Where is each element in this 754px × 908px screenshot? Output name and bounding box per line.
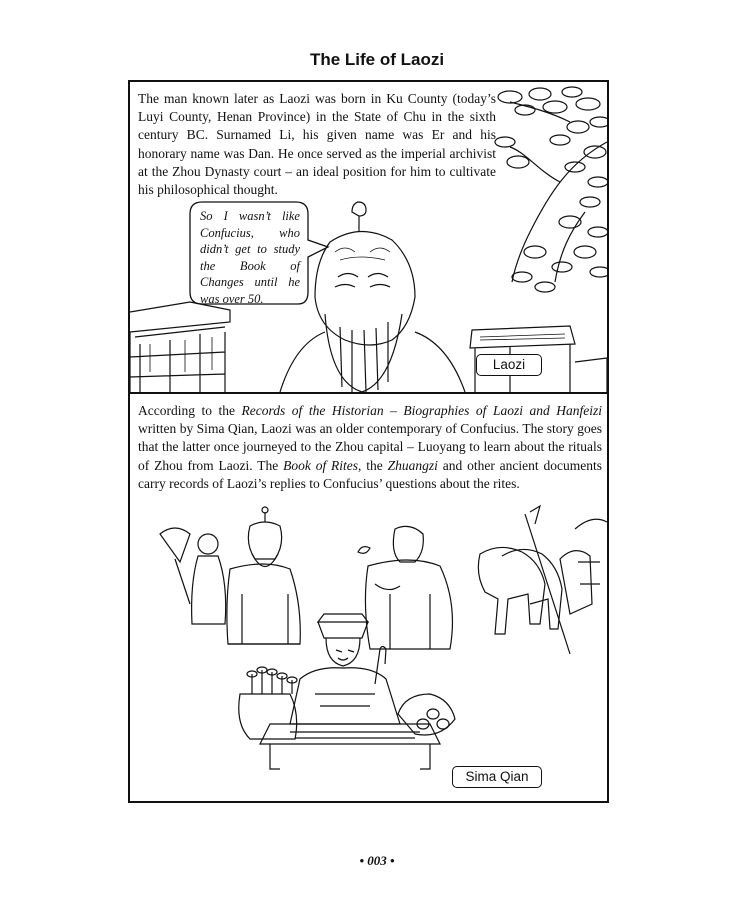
laozi-eyes bbox=[335, 274, 390, 288]
tree-branch bbox=[510, 102, 607, 282]
laozi-beard bbox=[325, 314, 402, 392]
left-building bbox=[130, 302, 230, 392]
horses-and-chariot bbox=[478, 506, 607, 654]
name-tag-laozi: Laozi bbox=[476, 354, 542, 376]
records-text-4: and other ancient documents carry records of Laozi’s replies to Confucius’ questions about the rites. bbox=[138, 457, 602, 491]
name-tag-sima-qian: Sima Qian bbox=[452, 766, 542, 788]
center-figure bbox=[358, 526, 452, 649]
tree-leaves bbox=[495, 87, 607, 292]
page-title: The Life of Laozi bbox=[309, 50, 445, 69]
records-title-italic: Records of the Historian – Biographies of Laozi and Hanfeizi bbox=[241, 403, 602, 418]
sima-qian-figure bbox=[290, 614, 400, 724]
records-text-1: According to the bbox=[138, 403, 242, 418]
sima-qian-illustration bbox=[130, 394, 607, 801]
birth-paragraph: The man known later as Laozi was born in Ku County (today’s Luyi County, Henan Province) in the State of Chu in the sixth century BC. Surnamed Li, his given name was Er and his honorary name was Dan. He once served as the imperial archivist at the Zhou Dynasty court – an ideal position for him to cultivate his philosophical thought. bbox=[138, 91, 496, 198]
records-text-2: written by Sima Qian, Laozi was an older contemporary of Confucius. The story goes that the latter once journeyed to the Zhou capital – Luoyang to learn about the rituals of Zhou from Laozi. The bbox=[138, 421, 602, 473]
records-text-3: , the bbox=[358, 457, 388, 473]
panel-records-historian bbox=[128, 392, 609, 803]
page-number: • 003 • bbox=[359, 853, 395, 868]
laozi-robe bbox=[280, 332, 465, 392]
speech-bubble-text: So I wasn’t like Confucius, who didn’t get to study the Book of Changes until he was over 50. bbox=[200, 209, 300, 306]
left-figures bbox=[160, 507, 300, 644]
hair-pin bbox=[352, 202, 366, 232]
zhuangzi-italic: Zhuangzi bbox=[387, 457, 438, 473]
book-of-rites-italic: Book of Rites bbox=[283, 457, 359, 473]
panel-laozi-birth bbox=[128, 80, 609, 394]
scroll-basket bbox=[239, 694, 297, 739]
